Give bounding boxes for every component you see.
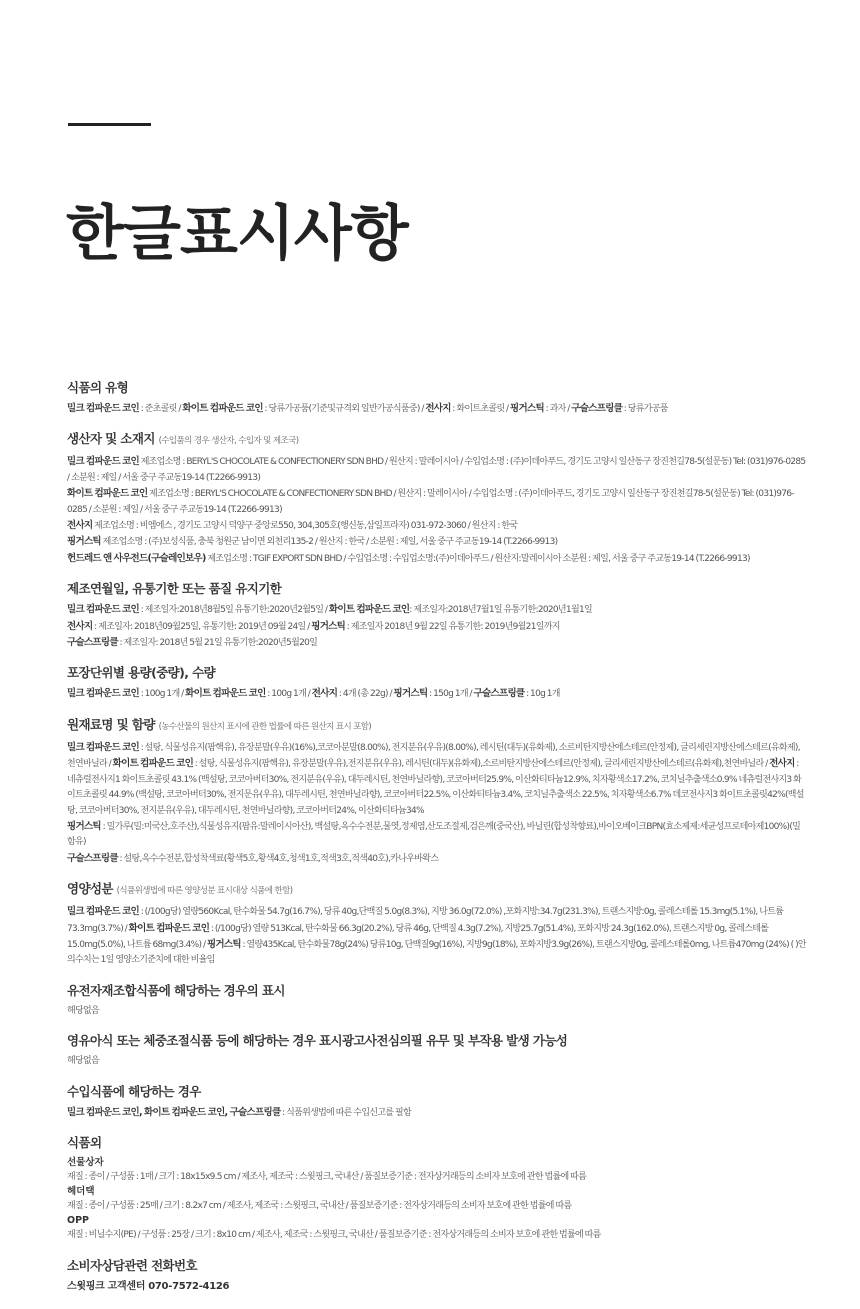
section-producer — [67, 429, 807, 567]
section-infant — [67, 1031, 807, 1069]
product-label: 구슬스프링클 — [473, 688, 525, 700]
non-food-item — [67, 1156, 807, 1185]
section-title: 수입식품에 해당하는 경우 — [67, 1083, 201, 1099]
product-detail: : 100g 1개 / — [139, 689, 186, 700]
product-label: 화이트 컴파운드 코인 — [128, 922, 210, 934]
product-label: 밀크 컴파운드 코인 — [67, 906, 140, 918]
section-body — [67, 401, 807, 417]
product-detail: : 열량435Kcal, 탄수화물78g(24%) 당류10g, 단백질9g(16%), 지방9g(18%), 포화지방3.9g(26%), 트랜스지방0g, 콜레스테롤0mg, 나트륨470mg (24%) ( )안의수치는 1일 영양소기준치에 대한 비율임 — [67, 939, 806, 966]
product-detail: : 설탕, 식물성유지(팜핵유), 유장분말(우유),전지분유(우유), 레시틴(대두)(유화제),소르비탄지방산에스테르(안정제), 글리세린지방산에스테르(유화제),천연바닐라 / — [193, 759, 770, 770]
product-label: 핑거스틱 — [393, 688, 428, 700]
product-detail: : 150g 1개 / — [427, 689, 474, 700]
consumer-phone: 스윗핑크 고객센터 070-7572-4126 — [67, 1280, 230, 1292]
section-title — [67, 429, 807, 451]
product-label: 헌드레드 앤 사우전드(구슬레인보우) — [67, 552, 206, 564]
product-label: 밀크 컴파운드 코인 — [67, 403, 140, 414]
section-title: 식품의 유형 — [67, 380, 129, 395]
section-title: 영유아식 또는 체중조절식품 등에 해당하는 경우 표시광고사전심의필 유무 및 부작용 발생 가능성 — [67, 1033, 568, 1049]
product-label: 전사지 — [769, 758, 795, 770]
product-label: 핑거스틱 — [311, 620, 346, 632]
section-body — [67, 686, 807, 702]
product-label: 전사지 — [311, 688, 338, 700]
product-detail: 제조업소명 : (주)보성식품, 충북 청원군 남이면 외천리135-2 / 원산지 : 한국 / 소분원 : 제일, 서울 중구 주교동19-14 (T.2266-9913) — [100, 537, 558, 548]
section-body — [67, 454, 807, 567]
product-label: 밀크 컴파운드 코인 — [67, 741, 140, 753]
section-nutrition — [67, 879, 807, 969]
section-dates — [67, 579, 807, 651]
product-detail: : 식품위생법에 따른 수입신고를 필함 — [280, 1107, 411, 1118]
section-title-text: 영양성분 — [67, 881, 113, 897]
product-detail: : 당류가공품 — [622, 404, 668, 414]
section-title-text: 원재료명 및 함량 — [67, 716, 155, 732]
product-detail: : 4개 (총 22g) / — [337, 689, 394, 700]
product-detail: : 당류가공품(기준및규격외 일반가공식품중) / — [262, 404, 426, 414]
product-detail: : 화이트초콜릿 / — [450, 404, 511, 414]
product-detail: : 100g 1개 / — [265, 689, 312, 700]
product-detail: : 설탕, 식물성유지(팜핵유), 유장분말(우유)(16%),코코아분말(8.00%), 전지분유(우유)(8.00%), 레시틴(대두)(유화제), 소르비탄지방산에스테르(안정제), 글리세린지방산에스테르(유화제),천연바닐라 / — [67, 742, 800, 770]
section-imported — [67, 1082, 807, 1121]
page-title: 한글표시사항 — [66, 199, 408, 269]
product-detail: : 과자 / — [543, 404, 572, 414]
product-detail: : 제조일자 2018년 9월 22일 유통기한: 2019년9월21일까지 — [345, 621, 560, 632]
section-title-text: 생산자 및 소재지 — [67, 431, 155, 447]
non-food-item — [67, 1214, 807, 1243]
product-detail: : 제조일자:2018년7월1일 유통기한:2020년1월1일 — [409, 605, 592, 616]
section-title: 제조연월일, 유통기한 또는 품질 유지기한 — [67, 581, 282, 597]
section-body: 해당없음 — [67, 1005, 99, 1016]
product-label: 구슬스프링클 — [67, 852, 118, 864]
product-label: 화이트 컴파운드 코인 — [328, 604, 410, 616]
non-food-item-text: 재질 : 종이 / 구성품 : 1매 / 크기 : 18x15x9.5 cm / 제조사, 제조국 : 스윗핑크, 국내산 / 품질보증기준 : 전자상거래등의 소비자 보호에 관한 법률에 따름 — [67, 1171, 587, 1182]
product-detail: : 밀가루(밀:미국산,호주산),식물성유지(팜유:말레이시아산), 백설탕,옥수수전분,물엿,정제염,산도조절제,검은깨(중국산), 바닐린(합성착향료),바이오베이크BPN(효소제제:세균성프로테아제100%)(밀함유) — [67, 821, 801, 848]
product-label: 화이트 컴파운드 코인 — [182, 403, 263, 414]
non-food-item-name: OPP — [67, 1215, 90, 1227]
section-phone — [67, 1256, 807, 1295]
product-detail: 제조업소명 : BERYL'S CHOCOLATE & CONFECTIONERY SDN BHD / 원산지 : 말레이시아 / 수입업소명 : (주)이데아푸드, 경기도 고양시 일산동구 장진천길78-5(설문동) Tel: (031)976-0285 / 소분원 : 제일 / 서울 중구 주교동19-14 (T.2266-9913) — [67, 489, 794, 515]
product-label: 구슬스프링클 — [67, 637, 118, 649]
product-label: 핑거스틱 — [67, 820, 101, 832]
section-gmo — [67, 981, 807, 1019]
label-content — [67, 378, 807, 1307]
non-food-item-name: 헤더택 — [67, 1186, 95, 1198]
section-title: 소비자상담관련 전화번호 — [67, 1257, 197, 1273]
product-label: 밀크 컴파운드 코인 — [67, 456, 140, 468]
product-label: 화이트 컴파운드 코인 — [67, 488, 148, 500]
non-food-item-text: 재질 : 종이 / 구성품 : 25매 / 크기 : 8.2x7 cm / 제조사, 제조국 : 스윗핑크, 국내산 / 품질보증기준 : 전자상거래등의 소비자 보호에 관한 법률에 따름 — [67, 1200, 572, 1211]
product-label: 전사지 — [425, 403, 451, 414]
product-detail: : 10g 1개 — [524, 689, 560, 700]
section-food-type — [67, 378, 807, 417]
product-detail: : (/100g당) 열량560Kcal, 탄수화물 54.7g(16.7%), 당류 40g,단백질 5.0g(8.3%), 지방 36.0g(72.0%) ,포화지방:34.7g(231.3%), 트랜스지방:0g, 콜레스테롤 15.3mg(5.1%), 나트륨 73.3mg(3.7%) / — [67, 907, 784, 934]
section-capacity — [67, 663, 807, 702]
product-detail: 제조업소명 : BERYL'S CHOCOLATE & CONFECTIONERY SDN BHD / 원산지 : 말레이시아 / 수입업소명 : (주)이데아푸드, 경기도 고양시 일산동구 장진천길78-5(설문동) Tel: (031)976-0285 / 소분원 : 제일 / 서울 중구 주교동19-14 (T.2266-9913) — [67, 457, 806, 483]
section-title — [67, 715, 807, 737]
product-label: 핑거스틱 — [206, 938, 241, 950]
section-non-food — [67, 1133, 807, 1244]
product-label: 밀크 컴파운드 코인 — [67, 688, 140, 700]
section-body — [67, 904, 807, 969]
section-body — [67, 1105, 807, 1121]
product-label: 핑거스틱 — [510, 403, 544, 414]
section-note: (수입품의 경우 생산자, 수입자 및 제조국) — [158, 436, 299, 447]
product-detail: : (/100g당) 열량 513Kcal, 탄수화물 66.3g(20.2%), 당류 46g, 단백질 4.3g(7.2%), 지방25.7g(51.4%), 포화지방 24.3g(162.0%), 트랜스지방 0g, 콜레스테롤 15.0mg(5.0%), 나트륨 68mg(3.4%) / — [67, 923, 769, 950]
non-food-item-text: 재질 : 비닐수지(PE) / 구성품 : 25장 / 크기 : 8x10 cm / 제조사, 제조국 : 스윗핑크, 국내산 / 품질보증기준 : 전자상거래등의 소비자 보호에 관한 법률에 따름 — [67, 1230, 601, 1241]
product-label: 화이트 컴파운드 코인 — [112, 758, 194, 770]
section-note: (농수산물의 원산지 표시에 관한 법률에 따른 원산지 표시 포함) — [158, 721, 372, 732]
product-detail: 제조업소명 : 비엠에스 , 경기도 고양시 덕양구 중앙로550, 304,305호(행신동,삼일프라자) 031-972-3060 / 원산지 : 한국 — [92, 521, 518, 532]
product-detail: : 제조일자:2018년8월5일 유통기한:2020년2월5일 / — [139, 605, 329, 616]
product-label: 전사지 — [67, 520, 93, 532]
product-label: 밀크 컴파운드 코인, 화이트 컴파운드 코인, 구슬스프링클 — [67, 1106, 281, 1118]
section-title: 포장단위별 용량(중량), 수량 — [67, 665, 216, 681]
title-accent-bar — [68, 123, 151, 126]
product-detail: : 네츄럴전사지1 화이트초콜릿 43.1% (백설탕, 코코아버터30%, 전지분유(우유), 대두레시틴, 천연바닐라향), 코코아버터25.9%, 이산화티타늄12.9%, 치자황색소17.2%, 코치닐추출색소0.9% 네츄럴전사지3 화이트초콜릿 44.9% (백설탕, 코코아버터30%, 전지문유(우유), 대두레시틴, 천연바닐라향), 코코아버터22.5%, 이산화티타늄3.4%, 코치닐추출색소 22.5%, 치자황색소6.7% 데코전사지3 화이트초콜릿42%(백설탕, 코코아버터30%, 전지분유(우유), 대두레시틴, 천연바닐라향), 코코아버터24%, 이산화티타늄34% — [67, 759, 804, 816]
non-food-item — [67, 1185, 807, 1214]
product-detail: : 제조일자: 2018년09월25일, 유통기한: 2019년 09월 24일 / — [92, 621, 312, 632]
product-label: 구슬스프링클 — [571, 403, 623, 414]
section-body — [67, 740, 807, 867]
product-detail: : 준초콜릿 / — [139, 404, 183, 414]
section-title: 식품외 — [67, 1134, 102, 1150]
product-label: 핑거스틱 — [67, 536, 101, 548]
section-note: (식품위생법에 따른 영양성분 표시대상 식품에 한함) — [116, 886, 293, 897]
product-label: 밀크 컴파운드 코인 — [67, 604, 140, 616]
product-label: 화이트 컴파운드 코인 — [185, 688, 266, 700]
product-detail: : 설탕,옥수수전분,합성착색료(황색5호,황색4호,청색1호,적색3호,적색40호),카나우바왁스 — [117, 853, 439, 864]
section-body: 해당없음 — [67, 1056, 99, 1067]
section-title — [67, 879, 807, 901]
section-body — [67, 602, 807, 651]
product-label: 전사지 — [67, 620, 93, 632]
product-detail: 제조업소명 : TGIF EXPORT SDN BHD / 수입업소명 : 수입업소명:(주)이데아푸드 / 원산지:말레이시아 소분원 : 제일, 서울 중구 주교동19-14 (T.2266-9913) — [205, 553, 750, 564]
section-title: 유전자재조합식품에 해당하는 경우의 표시 — [67, 982, 285, 998]
section-ingredients — [67, 715, 807, 867]
non-food-item-name: 선물상자 — [67, 1156, 104, 1168]
product-detail: : 제조일자: 2018년 5월 21일 유통기한:2020년5월20일 — [117, 638, 318, 649]
